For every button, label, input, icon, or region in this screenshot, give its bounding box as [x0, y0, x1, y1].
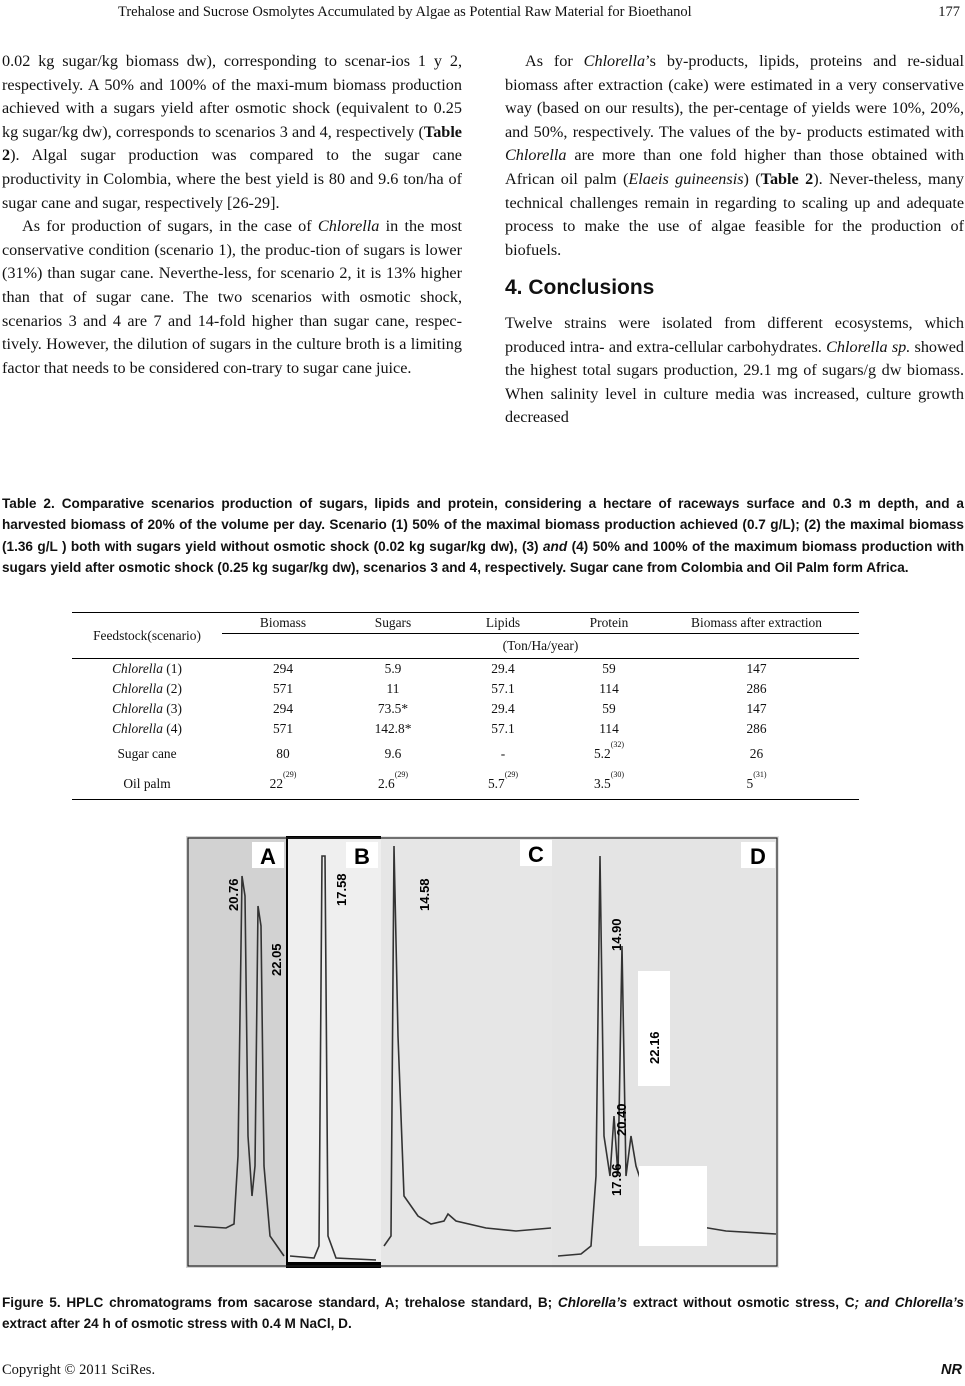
- table-cell: 5.2$^{(32)}$: [593, 740, 625, 761]
- peak-label: 14.90: [609, 918, 624, 951]
- table-cell: 3.5$^{(30)}$: [564, 769, 654, 800]
- table-row: [72, 769, 859, 800]
- right-paragraph-2: Twelve strains were isolated from different ecosystems, which produced intra- and extra-cellular carbohydrates. Chlorella sp. showed the highest total sugars production, 29.1 mg of sugars/g dw biomass. When salinity level in culture media was increased, culture growth decreased: [505, 313, 964, 427]
- table-row: [72, 659, 859, 680]
- reference-superscript: (32): [610, 740, 625, 749]
- table-cell: 5.7$^{(29)}$: [442, 769, 564, 800]
- table-cell: -: [500, 746, 506, 761]
- data-table: [72, 612, 859, 800]
- panel-c-background: [381, 836, 552, 1268]
- chromatogram-figure: [186, 836, 779, 1268]
- peak-label: 20.40: [614, 1103, 629, 1136]
- peak-label: 14.58: [417, 878, 432, 911]
- page-number: 177: [938, 4, 960, 20]
- reference-superscript: (31): [753, 770, 767, 779]
- reference-superscript: (29): [394, 770, 409, 779]
- table-cell: 294: [272, 701, 294, 716]
- table-cell: 73.5*: [377, 701, 409, 716]
- row-label: Chlorella (4): [112, 721, 182, 736]
- row-label: Sugar cane: [117, 746, 177, 761]
- table-cell: 114: [599, 721, 619, 736]
- table-row: [72, 739, 859, 769]
- table-cell: 29.4: [491, 701, 515, 716]
- row-label: Chlorella (1): [112, 661, 182, 676]
- panel-d-label-box: [638, 971, 670, 1086]
- table-cell: 286: [746, 721, 767, 736]
- left-paragraph-2: As for production of sugars, in the case of Chlorella in the most conservative condition (scenario 1), the produc-tion of sugars is lower (31%) than sugar cane. Neverthe-less, for scenario 2, it is 13% higher than that of sugar cane. The two scenarios with osmotic shock, scenarios 3 and 4 are 7 and 14-fold higher than sugar cane, respec-tively. However, the dilution of sugars in the culture broth is a limiting factor that needs to be considered con-trary to sugar cane juice.: [2, 217, 462, 377]
- table-cell: 57.1: [491, 681, 515, 696]
- table-cell: 571: [272, 681, 294, 696]
- peak-label: 17.96: [609, 1163, 624, 1196]
- copyright: Copyright © 2011 SciRes.: [2, 1362, 156, 1378]
- table-cell: 11: [386, 681, 400, 696]
- units-label: (Ton/Ha/year): [222, 634, 859, 659]
- table-cell: 59: [602, 661, 616, 676]
- panel-d-white-patch: [639, 1166, 707, 1246]
- table-caption: Table 2. Comparative scenarios production of sugars, lipids and protein, considering a hectare of raceways surface and 0.3 m depth, and a harvested biomass of 20% of the volume per day. Scenario (1) 50% of the maximal biomass production achieved (0.7 g/L); (2) the maximal biomass (1.36 g/L ) both with sugars yield without osmotic shock (0.02 kg sugar/kg dw), (3) and (4) 50% and 100% of the maximum biomass production with sugars yield after osmotic shock (0.25 kg sugar/kg dw), scenarios 3 and 4, respectively. Sugar cane from Colombia and Oil Palm form Africa.: [2, 496, 964, 576]
- column-header: Sugars: [344, 613, 442, 634]
- peak-label: 17.58: [334, 873, 349, 906]
- table-cell: 26: [749, 746, 764, 761]
- column-header: Lipids: [442, 613, 564, 634]
- table-cell: 2.6$^{(29)}$: [344, 769, 442, 800]
- peak-label: 22.16: [647, 1031, 662, 1064]
- right-paragraph-1: As for Chlorella’s by-products, lipids, proteins and re-sidual biomass after extraction (cake) were estimated in a very conservative way (based on our results), the per-centage of yields were 10%, 20%, and 50%, respectively. The values of the by- products estimated with Chlorella are more than one fold higher than those obtained with African oil palm (Elaeis guineensis) (Table 2). Never-theless, many technical challenges remain in regarding to scaling up and adequate process to make the use of algae feasible for the production of biofuels.: [505, 52, 965, 259]
- table-cell: 9.6: [384, 746, 402, 761]
- table-cell: 571: [272, 721, 294, 736]
- reference-superscript: (30): [610, 770, 625, 779]
- column-header: Biomass after extraction: [654, 613, 859, 634]
- figure-caption: Figure 5. HPLC chromatograms from sacarose standard, A; trehalose standard, B; Chlorella’s extract without osmotic stress, C; and Chlorella’s extract after 24 h of osmotic stress with 0.4 M NaCl, D.: [2, 1295, 964, 1332]
- section-heading: 4. Conclusions: [505, 276, 655, 300]
- table-cell: 294: [272, 661, 294, 676]
- row-label: Oil palm: [72, 769, 222, 800]
- table-cell: 286: [746, 681, 767, 696]
- table-cell: 147: [746, 701, 767, 716]
- journal-abbrev: NR: [941, 1362, 962, 1378]
- left-paragraph-1: 0.02 kg sugar/kg biomass dw), corresponding to scenar-ios 1 y 2, respectively. A 50% and 100% of the maxi-mum biomass production achieved with a sugars yield after osmotic shock (equivalent to 0.25 kg sugar/kg dw), corresponds to scenarios 3 and 4, respectively (Table 2). Algal sugar production was compared to the sugar cane productivity in Colombia, where the best yield is 80 and 9.6 ton/ha of sugar cane and sugar, respectively [26-29].: [2, 52, 462, 212]
- reference-superscript: (29): [283, 770, 297, 779]
- table-cell: 142.8*: [374, 721, 412, 736]
- row-label: Chlorella (2): [112, 681, 182, 696]
- table-cell: 5$^{(31)}$: [654, 769, 859, 800]
- panel-letter-d: D: [750, 844, 766, 869]
- table-cell: 22$^{(29)}$: [222, 769, 344, 800]
- table-cell: 147: [746, 661, 767, 676]
- table-cell: 5.9: [384, 661, 402, 676]
- reference-superscript: (29): [504, 770, 519, 779]
- column-header: Protein: [564, 613, 654, 634]
- table-cell: 29.4: [491, 661, 515, 676]
- table-cell: 59: [602, 701, 616, 716]
- right-column: [505, 50, 964, 430]
- panel-letter-c: C: [528, 842, 544, 867]
- hplc-figure: [186, 836, 779, 1268]
- table-row: [72, 679, 859, 699]
- table-cell: 57.1: [491, 721, 515, 736]
- table-row: [72, 719, 859, 739]
- header-title: Trehalose and Sucrose Osmolytes Accumulated by Algae as Potential Raw Material for Bioethanol: [118, 4, 692, 20]
- table-cell: 114: [599, 681, 619, 696]
- row-header: Feedstock(scenario): [72, 613, 222, 659]
- column-header: Biomass: [222, 613, 344, 634]
- peak-label: 20.76: [226, 878, 241, 911]
- table-row: [72, 699, 859, 719]
- left-column: [2, 50, 462, 380]
- table-cell: 80: [276, 746, 290, 761]
- row-label: Chlorella (3): [112, 701, 182, 716]
- panel-letter-b: B: [354, 844, 370, 869]
- peak-label: 22.05: [269, 943, 284, 976]
- panel-letter-a: A: [260, 844, 276, 869]
